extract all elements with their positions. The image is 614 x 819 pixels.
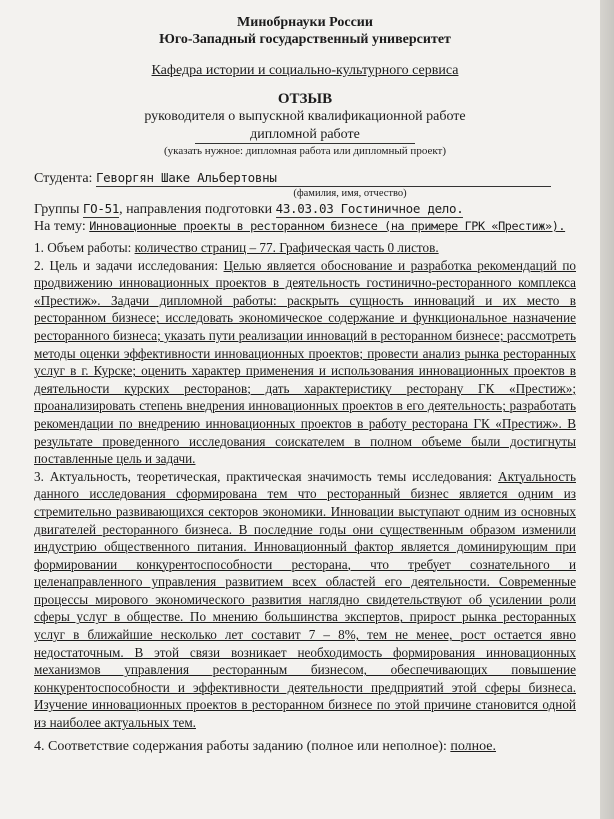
topic-row (34, 218, 576, 235)
section-2-value: Целью является обоснование и разработка рекомендаций по продвижению инновационных проектов в деятельность гостинично-ресторанного комплекса «Престиж». Задачи дипломной работы: раскрыть сущность инноваций и их место в ресторанном бизнесе; исследовать экономическое содержание и функциональное назначение ресторанного бизнеса; указать пути реализации инноваций в ресторанном бизнесе; рассмотреть методы оценки эффективности инновационных проектов; провести анализ рынка ресторанных услуг в г. Курске; оценить характер применения и использования инновационных проектов в деятельности курских ресторанов; дать характеристику ресторану ГК «Престиж»; проанализировать степень внедрения инновационных проектов в его деятельность; разработать рекомендации по внедрению инновационных проектов в работу ресторана ГК «Престиж». В результате проведенного исследования соискателем в полном объеме были достигнуты поставленные цель и задачи. (34, 257, 577, 467)
section-4-value: полное. (450, 738, 497, 754)
section-3-label: 3. Актуальность, теоретическая, практическая значимость темы исследования: (34, 468, 493, 484)
section-4-label: 4. Соответствие содержания работы заданию (полное или неполное): (34, 738, 447, 754)
section-1-label: 1. Объем работы: (34, 240, 132, 255)
section-2 (34, 257, 576, 468)
topic-label: На тему: (34, 219, 86, 234)
student-caption: (фамилия, имя, отчество) (293, 188, 407, 199)
work-type-field: дипломной работе (195, 127, 415, 144)
document-subtitle: руководителя о выпускной квалификационной работе (144, 109, 466, 124)
direction-label: , направления подготовки (119, 202, 273, 217)
student-row (34, 170, 576, 187)
document-title: ОТЗЫВ (277, 91, 333, 107)
page-edge-shadow (600, 0, 614, 819)
work-type-hint: (указать нужное: дипломная работа или дипломный проект) (164, 145, 446, 157)
group-field: ГО-51 (82, 201, 120, 216)
direction-field: 43.03.03 Гостиничное дело. (275, 201, 464, 216)
section-3-value: Актуальность данного исследования сформирована тем что ресторанный бизнес является одним из стремительно развивающихся секторов экономики. Инновации выступают одним из основных двигателей ресторанного бизнеса. В последние годы они существенным образом изменили индустрию общественного питания. Инновационный фактор является доминирующим при формировании конкурентоспособности ресторана, что требует сознательного и целенаправленного управления развитием всех областей его деятельности. Современные процессы мирового экономического развития наглядно свидетельствуют об усилении роли сферы услуг в обществе. По мнению большинства экспертов, прирост рынка ресторанных услуг в ближайшие несколько лет составит 7 – 8%, тем не менее, рост остается явно недостаточным. В этой связи возникает необходимость формирования инновационных механизмов управления ресторанным бизнесом, обеспечивающих повышение конкурентоспособности и эффективности деятельности предприятий этой сферы бизнеса. Изучение инновационных проектов в ресторанном бизнесе по этой причине становится одной из наиболее актуальных тем. (34, 468, 576, 731)
student-name-field: Геворгян Шаке Альбертовны (96, 170, 551, 187)
group-row (34, 201, 576, 218)
department-heading: Кафедра истории и социально-культурного сервиса (151, 63, 459, 78)
section-3 (34, 468, 576, 732)
university-heading: Юго-Западный государственный университет (159, 32, 451, 47)
section-4 (34, 738, 576, 756)
group-label: Группы (34, 202, 80, 217)
section-2-label: 2. Цель и задачи исследования: (34, 257, 218, 273)
section-1-value: количество страниц – 77. Графическая часть 0 листов. (134, 240, 439, 255)
student-label: Студента: (34, 171, 93, 186)
section-1 (34, 239, 576, 257)
topic-field: Инновационные проекты в ресторанном бизнесе (на примере ГРК «Престиж»). (89, 219, 566, 233)
ministry-heading: Минобрнауки России (237, 15, 373, 30)
